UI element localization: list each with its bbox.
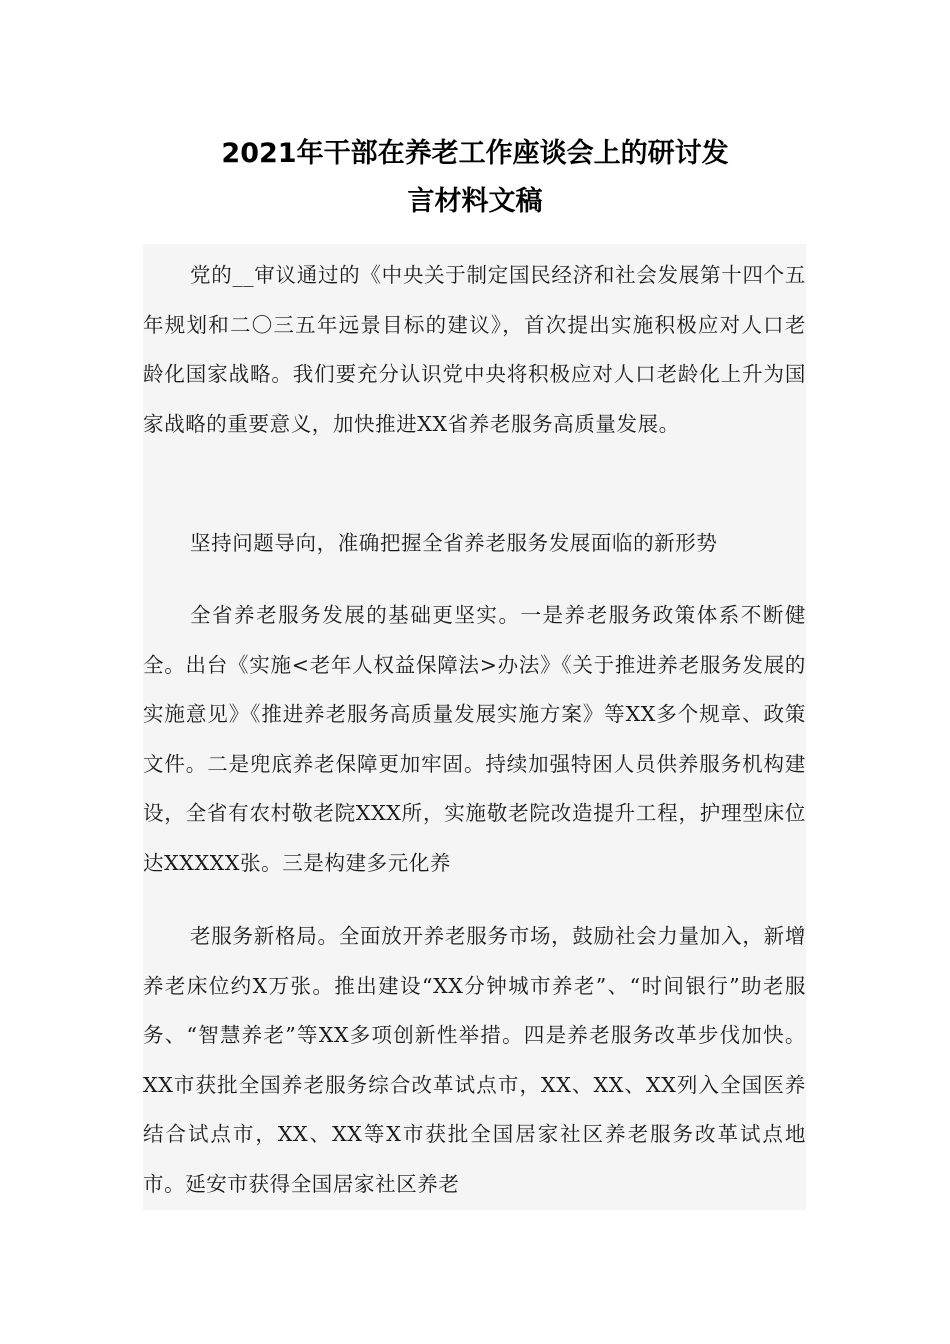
document-body — [143, 244, 806, 1210]
section-heading: 坚持问题导向，准确把握全省养老服务发展面临的新形势 — [190, 531, 718, 555]
title-line-1: 2021年干部在养老工作座谈会上的研讨发 — [221, 138, 729, 169]
paragraph-new-pattern: 老服务新格局。全面放开养老服务市场，鼓励社会力量加入，新增养老床位约X万张。推出建设“XX分钟城市养老”、“时间银行”助老服务、“智慧养老”等XX多项创新性举措。四是养老服务改革步伐加快。XX市获批全国养老服务综合改革试点市，XX、XX、XX列入全国医养结合试点市，XX、XX等X市获批全国居家社区养老服务改革试点地市。延安市获得全国居家社区养老 — [143, 924, 806, 1196]
document-title — [0, 130, 950, 226]
title-line-2: 言材料文稿 — [407, 186, 543, 217]
paragraph-foundation: 全省养老服务发展的基础更坚实。一是养老服务政策体系不断健全。出台《实施<老年人权益保障法>办法》《关于推进养老服务发展的实施意见》《推进养老服务高质量发展实施方案》等XX多个规章、政策文件。二是兜底养老保障更加牢固。持续加强特困人员供养服务机构建设，全省有农村敬老院XXX所，实施敬老院改造提升工程，护理型床位达XXXXX张。三是构建多元化养 — [143, 603, 806, 875]
paragraph-intro: 党的__审议通过的《中央关于制定国民经济和社会发展第十四个五年规划和二〇三五年远景目标的建议》，首次提出实施积极应对人口老龄化国家战略。我们要充分认识党中央将积极应对人口老龄化上升为国家战略的重要意义，加快推进XX省养老服务高质量发展。 — [143, 263, 806, 436]
